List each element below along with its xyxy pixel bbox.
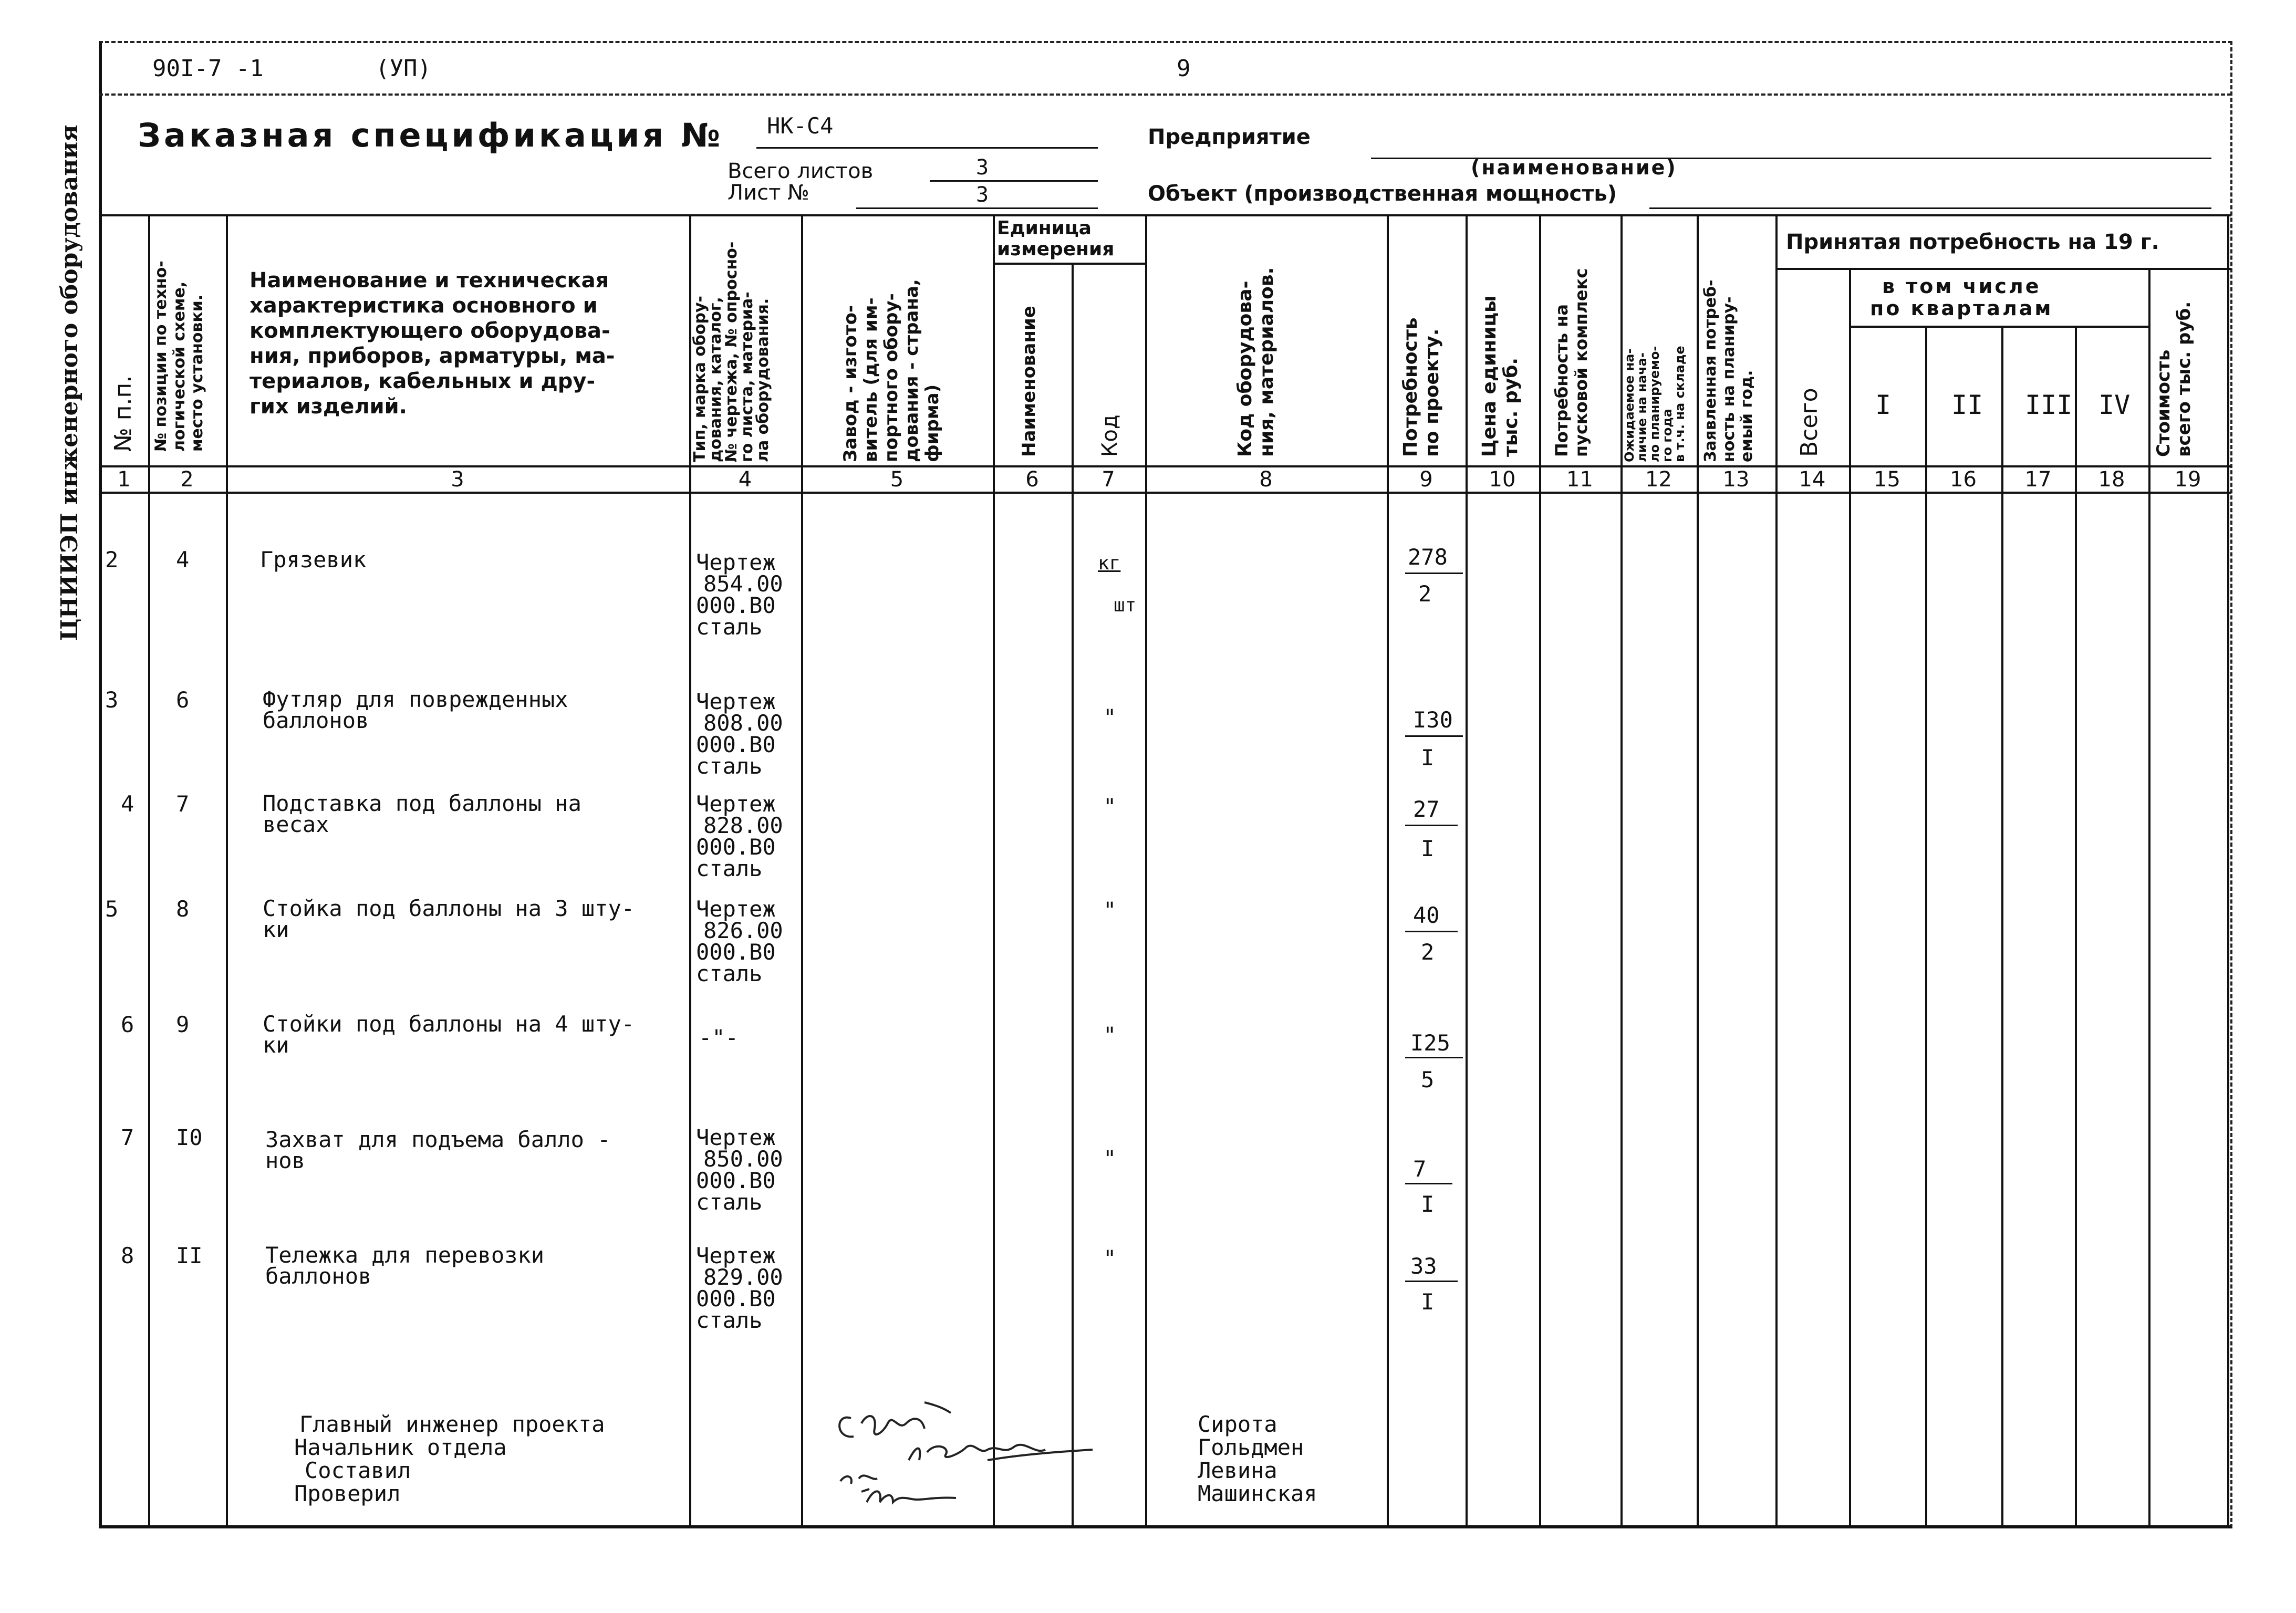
- row-number: 8: [121, 1243, 134, 1268]
- col-header-4: Тип, марка обору- дования, каталог, № чертежа, № опросно- го листа, материа- ла оборудования.: [691, 241, 772, 462]
- enterprise-label: Предприятие: [1148, 125, 1311, 149]
- doc-part: (УП): [376, 55, 431, 82]
- col-number: 18: [2098, 467, 2125, 492]
- header-divider: [99, 93, 2231, 96]
- col-line-16: [2001, 326, 2003, 1527]
- row-name: Тележка для перевозки баллонов: [265, 1242, 545, 1289]
- row-position: 8: [176, 896, 190, 922]
- col-header-8: Код оборудова- ния, материалов.: [1234, 267, 1278, 457]
- row-qty: 5: [1421, 1067, 1435, 1092]
- total-sheets-line: [930, 180, 1098, 182]
- row-position: 7: [176, 791, 190, 817]
- col-line-4: [801, 214, 803, 1527]
- side-label: ЦНИИЭП инженерного оборудования: [56, 124, 83, 641]
- col-header-7: Код: [1098, 414, 1122, 457]
- number-row-line: [99, 492, 2231, 494]
- sheet-value: 3: [976, 183, 989, 207]
- row-name: Захват для подъема балло - нов: [265, 1127, 611, 1173]
- col-number: 15: [1874, 467, 1900, 492]
- row-unit-code: ": [1103, 794, 1117, 819]
- row-name: Футляр для поврежденных баллонов: [263, 686, 568, 733]
- row-qty: I: [1421, 1289, 1435, 1315]
- col-number: 1: [117, 467, 131, 492]
- row-number: 6: [121, 1012, 134, 1037]
- accepted-sub-line: [1775, 268, 2231, 270]
- col-line-18: [2148, 268, 2150, 1527]
- row-unit-code: ": [1103, 704, 1117, 730]
- col-number: 7: [1102, 467, 1115, 492]
- row-need: I30: [1413, 707, 1453, 733]
- col-line-5: [993, 214, 995, 1527]
- quarters-header: в том числе по кварталам: [1870, 275, 2053, 320]
- col-line-12: [1697, 214, 1699, 1527]
- col-number: 10: [1489, 467, 1516, 492]
- col-line-15: [1925, 326, 1927, 1527]
- col-header-10: Цена единицы тыс. руб.: [1479, 295, 1522, 457]
- row-need: 278: [1408, 544, 1448, 570]
- row-position: II: [176, 1243, 203, 1268]
- row-number: 4: [121, 791, 134, 817]
- col-number: 14: [1799, 467, 1826, 492]
- col-header-1: № п.п.: [110, 375, 137, 452]
- col-header-9: Потребность по проекту.: [1400, 317, 1443, 457]
- row-qty: 2: [1418, 581, 1432, 607]
- row-type: Чертеж 850.00 000.В0 сталь: [696, 1125, 783, 1215]
- row-position: 4: [176, 547, 190, 573]
- row-type: Чертеж 854.00 000.В0 сталь: [696, 549, 783, 640]
- row-need: 40: [1413, 902, 1440, 928]
- quarter-4: IV: [2098, 390, 2131, 420]
- col-header-units: Единица измерения: [997, 217, 1115, 260]
- row-unit-code: ": [1103, 1245, 1117, 1271]
- row-qty: I: [1421, 1191, 1435, 1217]
- row-number: 3: [105, 687, 119, 713]
- col-number: 6: [1025, 467, 1039, 492]
- row-name: Грязевик: [260, 547, 367, 573]
- col-number: 12: [1645, 467, 1672, 492]
- col-number: 13: [1722, 467, 1750, 492]
- row-position: I0: [176, 1125, 203, 1150]
- col-header-5: Завод - изгото- витель (для им- портного обору- дования - страна, фирма): [840, 279, 943, 462]
- row-unit-code: ": [1103, 1022, 1117, 1048]
- col-line-19: [2227, 214, 2229, 1527]
- fraction-line: [1405, 1281, 1458, 1282]
- signature-names: Сирота Гольдмен Левина Машинская: [1198, 1411, 1317, 1507]
- quarters-sub-line: [1849, 326, 2148, 328]
- row-number: 5: [105, 896, 119, 922]
- col-line-10: [1539, 214, 1541, 1527]
- row-number: 7: [121, 1125, 134, 1150]
- total-sheets-value: 3: [976, 155, 989, 180]
- col-header-2: № позиции по техно- логической схеме, место установки.: [152, 261, 206, 452]
- col-line-2: [226, 214, 228, 1527]
- sheet-frame: [99, 41, 2232, 1528]
- col-header-13: Заявленная потреб- ность на планиру- емый год.: [1701, 279, 1756, 462]
- col-line-8: [1387, 214, 1389, 1527]
- col-line-7: [1145, 214, 1147, 1527]
- row-unit-code: ": [1103, 897, 1117, 923]
- col-number: 16: [1950, 467, 1977, 492]
- row-name: Стойка под баллоны на 3 шту- ки: [263, 896, 635, 942]
- accepted-need-header: Принятая потребность на 19 г.: [1786, 230, 2159, 254]
- fraction-line: [1405, 825, 1458, 826]
- row-unit-code: ": [1103, 1146, 1117, 1171]
- fraction-line: [1405, 1057, 1463, 1058]
- col-number: 4: [738, 467, 752, 492]
- spec-number-line: [756, 147, 1098, 149]
- row-type: Чертеж 828.00 000.В0 сталь: [696, 791, 783, 882]
- row-position: 6: [176, 687, 190, 713]
- quarter-1: I: [1875, 390, 1892, 420]
- row-type: Чертеж 808.00 000.В0 сталь: [696, 689, 783, 779]
- row-position: 9: [176, 1012, 190, 1037]
- col-line-13: [1775, 214, 1778, 1527]
- quarter-3: III: [2025, 390, 2073, 420]
- col-number: 11: [1566, 467, 1593, 492]
- col-line-6: [1072, 263, 1074, 1527]
- row-number: 2: [105, 547, 119, 573]
- spec-title: Заказная спецификация №: [138, 116, 724, 154]
- row-qty: I: [1421, 745, 1435, 771]
- doc-code: 90I-7 -1: [152, 55, 264, 82]
- row-need: 33: [1410, 1253, 1437, 1279]
- object-line: [1649, 207, 2211, 209]
- col-number: 5: [890, 467, 904, 492]
- row-type: Чертеж 829.00 000.В0 сталь: [696, 1243, 783, 1334]
- row-type: Чертеж 826.00 000.В0 сталь: [696, 896, 783, 987]
- col-number: 9: [1419, 467, 1433, 492]
- row-qty: 2: [1421, 939, 1435, 965]
- fraction-line: [1405, 1183, 1452, 1184]
- col-header-11: Потребность на пусковой комплекс: [1552, 268, 1591, 457]
- col-number: 3: [451, 467, 464, 492]
- col-line-14: [1849, 268, 1851, 1527]
- row-qty: I: [1421, 836, 1435, 861]
- col-header-3: Наименование и техническая характеристика основного и комплектующего оборудова- ния, приборов, арматуры, ма- териалов, кабельных и дру- гих изделий.: [250, 268, 615, 419]
- row-name: Подставка под баллоны на весах: [263, 790, 581, 837]
- row-need: I25: [1410, 1030, 1450, 1056]
- fraction-line: [1405, 735, 1463, 737]
- sheet-line: [856, 207, 1098, 209]
- sheet-label: Лист №: [728, 181, 809, 205]
- object-label: Объект (производственная мощность): [1148, 182, 1617, 206]
- col-line-17: [2075, 326, 2077, 1527]
- row-need: 7: [1413, 1156, 1427, 1182]
- col-line-9: [1466, 214, 1468, 1527]
- col-number: 17: [2024, 467, 2052, 492]
- handwritten-signatures: [830, 1381, 1124, 1518]
- quarter-2: II: [1951, 390, 1983, 420]
- page-number: 9: [1177, 55, 1191, 82]
- col-number: 2: [180, 467, 194, 492]
- col-header-19: Стоимость всего тыс. руб.: [2153, 301, 2195, 457]
- enterprise-caption: (наименование): [1471, 156, 1677, 179]
- row-type: -"-: [699, 1025, 739, 1050]
- col-header-12: Ожидаемое на- личие на нача- ло планируемо- го года в т.ч. на складе: [1622, 346, 1687, 462]
- table-top-line: [99, 214, 2231, 216]
- col-line-1: [148, 214, 150, 1527]
- row-unit-code: кг: [1098, 553, 1121, 574]
- col-header-14: Всего: [1796, 388, 1823, 457]
- col-number: 19: [2174, 467, 2201, 492]
- col-header-6: Наименование: [1019, 306, 1040, 457]
- signature-roles: Главный инженер проекта Начальник отдела Составил Проверил: [294, 1411, 605, 1507]
- spec-number: НК-С4: [767, 113, 834, 139]
- fraction-line: [1405, 573, 1463, 574]
- units-sub-line: [993, 263, 1145, 265]
- total-sheets-label: Всего листов: [728, 159, 874, 183]
- row-need: 27: [1413, 796, 1440, 822]
- fraction-line: [1405, 931, 1458, 932]
- row-unit-code: шт: [1114, 595, 1137, 616]
- row-name: Стойки под баллоны на 4 шту- ки: [263, 1011, 635, 1058]
- col-number: 8: [1259, 467, 1273, 492]
